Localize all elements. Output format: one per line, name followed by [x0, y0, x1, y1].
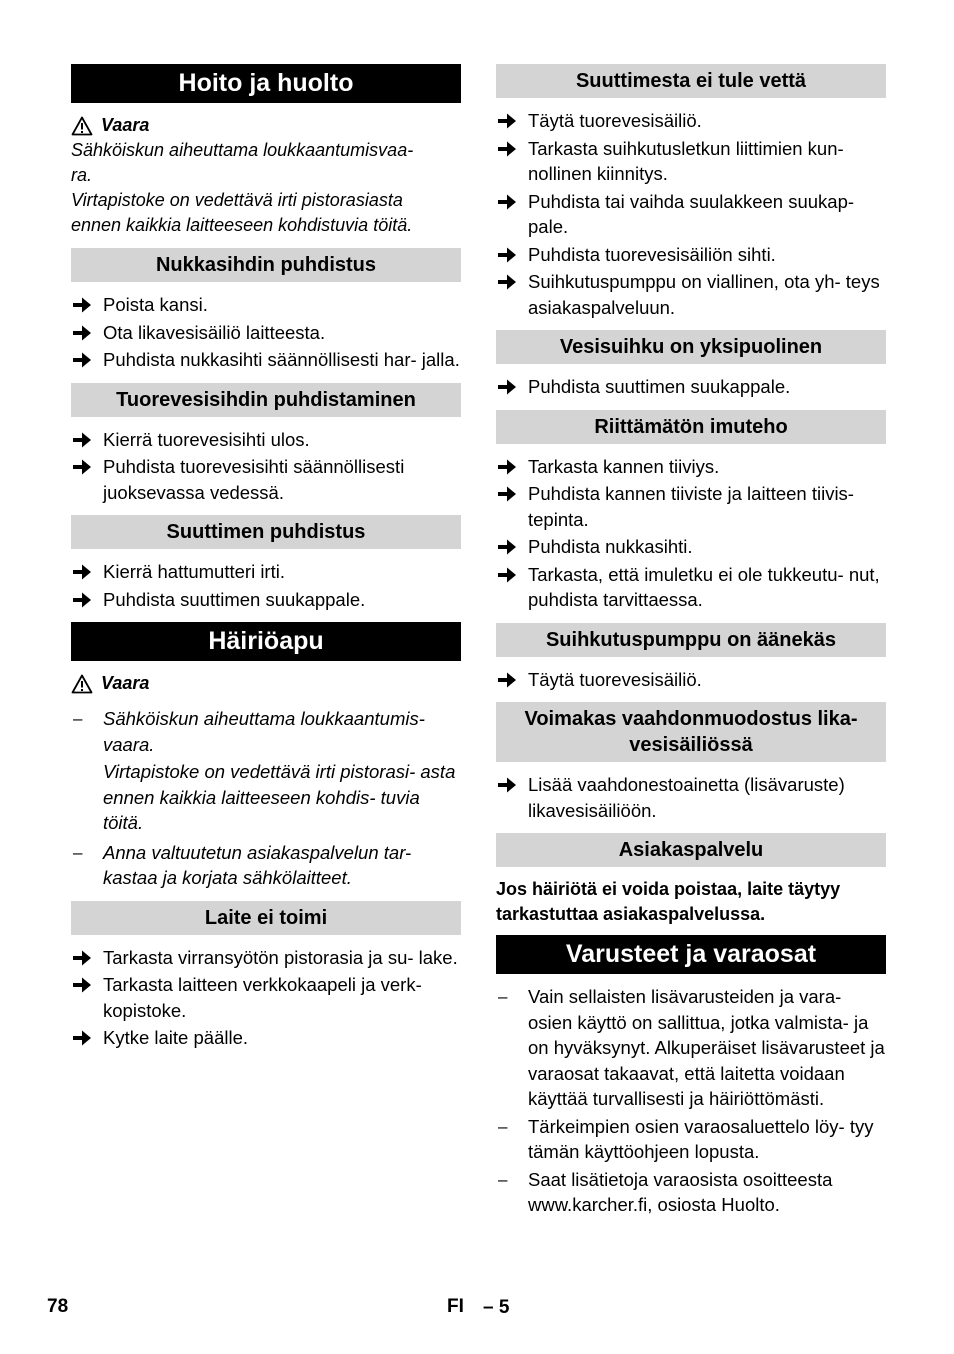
warning-list [71, 706, 461, 757]
list-item: Tarkasta kannen tiiviys. [496, 454, 886, 480]
subheading-noisy-spray-pump: Suihkutuspumppu on äänekäs [496, 623, 886, 657]
list-item: – Saat lisätietoja varaosista osoitteesta www.karcher.fi, osiosta Huolto. [498, 1168, 833, 1215]
list-item: Puhdista nukkasihti säännöllisesti har- jalla. [71, 347, 461, 373]
left-column [71, 64, 461, 1061]
list-item: Poista kansi. [71, 292, 461, 318]
warning-text: Virtapistoke on vedettävä irti pistorasiasta [71, 190, 403, 210]
list-item: – Sähköiskun aiheuttama loukkaantumis- vaara. [73, 708, 425, 755]
instruction-list [71, 945, 461, 1051]
list-item: Kierrä tuorevesisihti ulos. [71, 427, 461, 453]
list-item: Suihkutuspumppu on viallinen, ota yh- teys asiakaspalveluun. [496, 269, 886, 320]
list-item: Tarkasta suihkutusletkun liittimien kun- nollinen kiinnitys. [496, 136, 886, 187]
subheading-freshwater-filter: Tuorevesisihdin puhdistaminen [71, 383, 461, 417]
section-title-accessories: Varusteet ja varaosat [496, 935, 886, 974]
arrow-icon [497, 112, 517, 130]
list-item: Ota likavesisäiliö laitteesta. [71, 320, 461, 346]
arrow-icon [72, 976, 92, 994]
arrow-icon [497, 776, 517, 794]
subheading-customer-service: Asiakaspalvelu [496, 833, 886, 867]
customer-service-note: Jos häiriötä ei voida poistaa, laite täytyy tarkastuttaa asiakaspalvelussa. [496, 879, 841, 924]
list-item: Täytä tuorevesisäiliö. [496, 667, 886, 693]
danger-warning [71, 671, 461, 696]
accessories-list [496, 984, 886, 1218]
warning-triangle-icon [71, 674, 93, 694]
list-item: Puhdista tai vaihda suulakkeen suukap- pale. [496, 189, 886, 240]
subheading-lint-filter: Nukkasihdin puhdistus [71, 248, 461, 282]
arrow-icon [497, 273, 517, 291]
arrow-icon [497, 485, 517, 503]
instruction-list [71, 292, 461, 373]
arrow-icon [72, 1029, 92, 1047]
subheading-insufficient-suction: Riittämätön imuteho [496, 410, 886, 444]
list-item: Puhdista kannen tiiviste ja laitteen tiivis- tepinta. [496, 481, 886, 532]
danger-warning [71, 113, 461, 238]
warning-list [71, 840, 461, 891]
instruction-list [71, 427, 461, 506]
warning-text: ennen kaikkia laitteeseen kohdistuvia töitä. [71, 215, 413, 235]
arrow-icon [497, 140, 517, 158]
instruction-list [496, 772, 886, 823]
instruction-list [496, 108, 886, 320]
right-column [496, 64, 886, 1228]
warning-label: Vaara [101, 115, 150, 135]
arrow-icon [497, 378, 517, 396]
arrow-icon [72, 296, 92, 314]
list-item: Täytä tuorevesisäiliö. [496, 108, 886, 134]
warning-text: Virtapistoke on vedettävä irti pistorasi- asta ennen kaikkia laitteeseen kohdis- tuvia töitä. [103, 761, 456, 833]
language-code: FI [447, 1296, 464, 1317]
arrow-icon [72, 431, 92, 449]
list-item: Kierrä hattumutteri irti. [71, 559, 461, 585]
instruction-list [496, 454, 886, 613]
list-item: Tarkasta laitteen verkkokaapeli ja verk- kopistoke. [71, 972, 461, 1023]
section-title-troubleshooting: Häiriöapu [71, 622, 461, 661]
arrow-icon [72, 563, 92, 581]
warning-triangle-icon [71, 116, 93, 136]
list-item: Tarkasta virransyötön pistorasia ja su- lake. [71, 945, 461, 971]
warning-text: ra. [71, 165, 93, 185]
list-item: – Tärkeimpien osien varaosaluettelo löy- tyy tämän käyttöohjeen lopusta. [498, 1115, 874, 1162]
section-title-maintenance: Hoito ja huolto [71, 64, 461, 103]
list-item: Puhdista tuorevesisäiliön sihti. [496, 242, 886, 268]
arrow-icon [497, 566, 517, 584]
arrow-icon [72, 324, 92, 342]
list-item: – Vain sellaisten lisävarusteiden ja vara- osien käyttö on sallittua, jotka valmista- ja on hyväksynyt. Alkuperäiset lisävarusteet ja varaosat takaavat, että laitetta voidaan käyttää turvallisesti ja häiriöttömästi. [498, 986, 885, 1109]
list-item: Kytke laite päälle. [71, 1025, 461, 1051]
warning-text: Sähköiskun aiheuttama loukkaantumisvaa- [71, 140, 414, 160]
instruction-list [71, 559, 461, 612]
arrow-icon [497, 671, 517, 689]
arrow-icon [497, 538, 517, 556]
arrow-icon [497, 193, 517, 211]
list-item: – Anna valtuutetun asiakaspalvelun tar- kastaa ja korjata sähkölaitteet. [73, 841, 412, 888]
instruction-list [496, 667, 886, 693]
subheading-no-water-from-nozzle: Suuttimesta ei tule vettä [496, 64, 886, 98]
subheading-nozzle-cleaning: Suuttimen puhdistus [71, 515, 461, 549]
arrow-icon [72, 591, 92, 609]
list-item: Puhdista suuttimen suukappale. [496, 374, 886, 400]
list-item: Lisää vaahdonestoainetta (lisävaruste) likavesisäiliöön. [496, 772, 886, 823]
arrow-icon [497, 246, 517, 264]
arrow-icon [497, 458, 517, 476]
arrow-icon [72, 351, 92, 369]
subheading-device-not-working: Laite ei toimi [71, 901, 461, 935]
list-item: Puhdista suuttimen suukappale. [71, 587, 461, 613]
list-item: Tarkasta, että imuletku ei ole tukkeutu- nut, puhdista tarvittaessa. [496, 562, 886, 613]
warning-label: Vaara [101, 673, 150, 693]
list-item: Puhdista nukkasihti. [496, 534, 886, 560]
arrow-icon [72, 949, 92, 967]
arrow-icon [72, 458, 92, 476]
subheading-one-sided-spray: Vesisuihku on yksipuolinen [496, 330, 886, 364]
subheading-foaming: Voimakas vaahdonmuodostus lika- vesisäiliössä [496, 702, 886, 762]
list-item: Puhdista tuorevesisihti säännöllisesti juoksevassa vedessä. [71, 454, 461, 505]
page-number: 78 [47, 1296, 69, 1317]
section-page: – 5 [483, 1297, 510, 1318]
instruction-list [496, 374, 886, 400]
